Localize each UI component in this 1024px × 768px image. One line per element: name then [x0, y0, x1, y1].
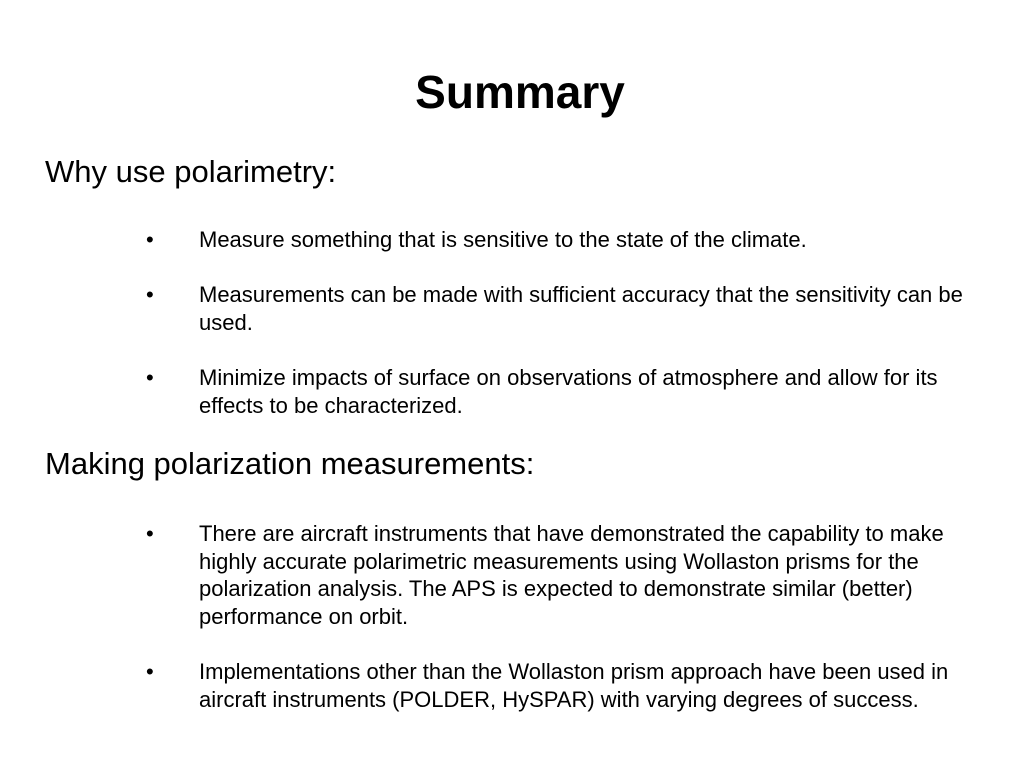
bullet-item [146, 658, 966, 713]
bullet-item [146, 364, 966, 419]
bullet-glyph: • [146, 521, 154, 546]
bullet-text: There are aircraft instruments that have demonstrated the capability to make highly accurate polarimetric measurements using Wollaston prisms for the polarization analysis. The APS is expected to demonstrate similar (better) performance on orbit. [199, 521, 944, 629]
bullet-text: Implementations other than the Wollaston prism approach have been used in aircraft instruments (POLDER, HySPAR) with varying degrees of success. [199, 659, 949, 712]
bullet-glyph: • [146, 227, 154, 252]
bullet-glyph: • [146, 365, 154, 390]
bullet-glyph: • [146, 282, 154, 307]
bullet-glyph: • [146, 659, 154, 684]
bullet-text: Measure something that is sensitive to the state of the climate. [199, 227, 807, 252]
bullet-item [146, 281, 966, 336]
bullet-text: Measurements can be made with sufficient accuracy that the sensitivity can be used. [199, 282, 963, 335]
section-heading-making-measurements: Making polarization measurements: [45, 446, 535, 481]
bullet-item [146, 226, 966, 254]
slide-title: Summary [415, 66, 625, 118]
bullet-item [146, 520, 966, 630]
section-heading-why-polarimetry: Why use polarimetry: [45, 154, 337, 189]
bullet-text: Minimize impacts of surface on observations of atmosphere and allow for its effects to be characterized. [199, 365, 938, 418]
